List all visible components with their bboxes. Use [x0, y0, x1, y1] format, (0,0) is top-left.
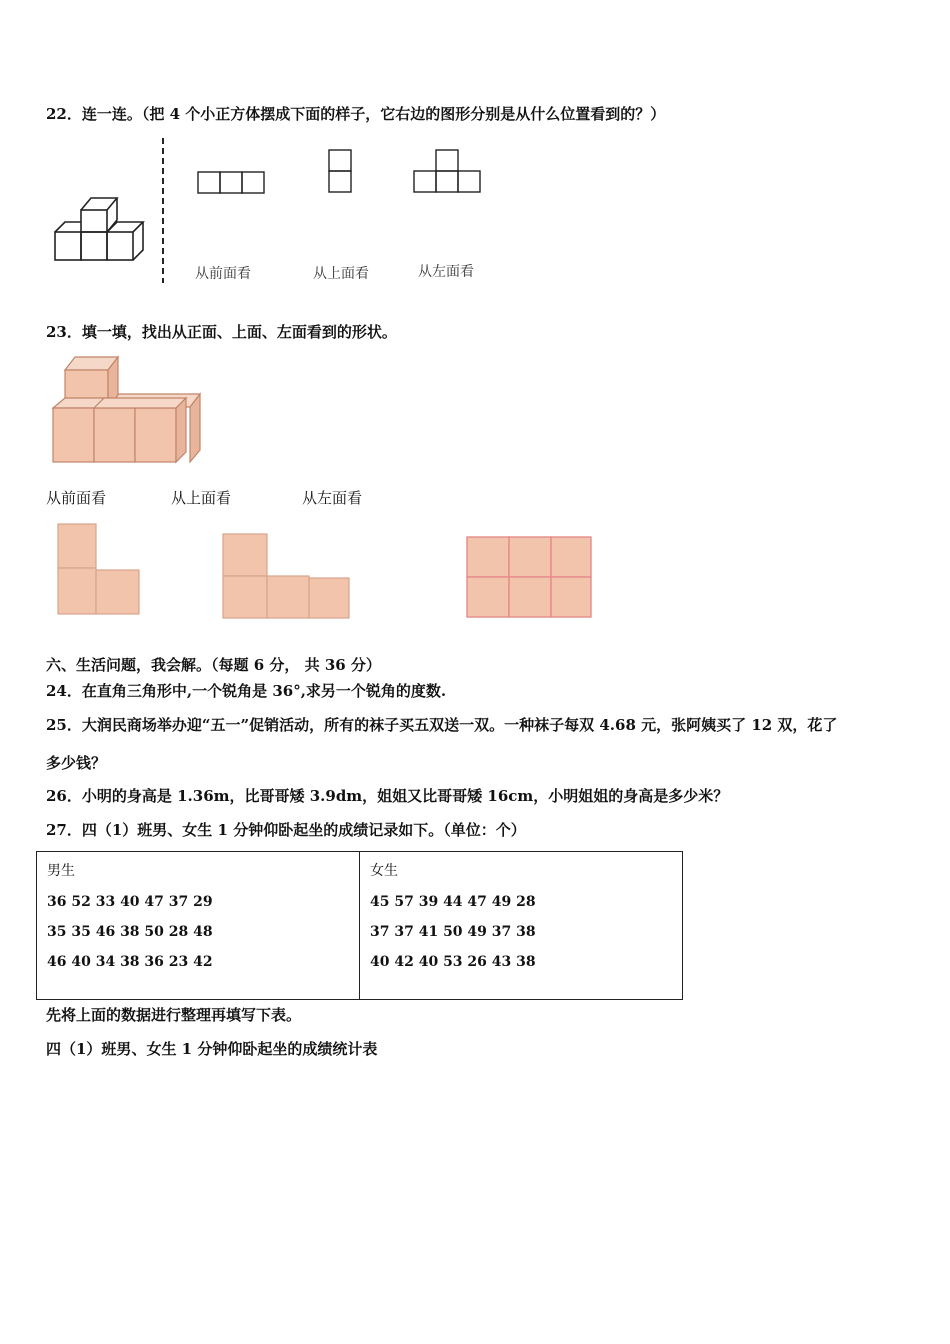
q22-view-t-shape	[413, 149, 483, 195]
q22-view-two-stacked	[328, 149, 354, 195]
q23-view-top-shape	[221, 532, 353, 620]
q25-text-line2: 多少钱？	[46, 754, 107, 772]
boys-column	[37, 852, 360, 1000]
q27-table-title: 四（1）班男、女生 1 分钟仰卧起坐的成绩统计表	[46, 1040, 378, 1058]
q23-view-front-shape	[56, 522, 144, 618]
q26-text: 26．小明的身高是 1.36m，比哥哥矮 3.9dm，姐姐又比哥哥矮 16cm，小明姐姐的身高是多少米？	[46, 787, 729, 805]
q22-caption-front: 从前面看	[195, 266, 251, 282]
boys-row-2: 35 35 46 38 50 28 48	[47, 924, 213, 940]
q22-cube-stack-figure	[50, 190, 150, 265]
q23-view-left-shape	[465, 535, 595, 619]
q23-cube-stack-figure	[50, 352, 205, 467]
boys-row-3: 46 40 34 38 36 23 42	[47, 954, 213, 970]
q23-label-top: 从上面看	[171, 489, 232, 507]
q22-text: 22．连一连。（把 4 个小正方体摆成下面的样子，它右边的图形分别是从什么位置看到的？）	[46, 105, 666, 123]
girls-header: 女生	[370, 863, 398, 879]
girls-column	[360, 852, 683, 1000]
q23-text: 23．填一填，找出从正面、上面、左面看到的形状。	[46, 323, 397, 341]
q23-label-front: 从前面看	[46, 489, 107, 507]
q22-caption-left: 从左面看	[418, 264, 474, 280]
girls-row-1: 45 57 39 44 47 49 28	[370, 894, 536, 910]
q24-text: 24．在直角三角形中,一个锐角是 36°,求另一个锐角的度数.	[46, 682, 447, 700]
q22-view-three-row	[197, 171, 267, 195]
q23-label-left: 从左面看	[302, 489, 363, 507]
boys-row-1: 36 52 33 40 47 37 29	[47, 894, 213, 910]
q27-score-record-table	[36, 851, 683, 1000]
section6-title: 六、生活问题，我会解。（每题 6 分， 共 36 分）	[46, 656, 381, 674]
boys-header: 男生	[47, 863, 75, 879]
q25-text-line1: 25．大润民商场举办迎“五一”促销活动，所有的袜子买五双送一双。一种袜子每双 4.68 元，张阿姨买了 12 双，花了	[46, 716, 838, 734]
q27-text: 27．四（1）班男、女生 1 分钟仰卧起坐的成绩记录如下。（单位：个）	[46, 821, 526, 839]
q22-caption-top: 从上面看	[313, 266, 369, 282]
girls-row-2: 37 37 41 50 49 37 38	[370, 924, 536, 940]
q27-instruction: 先将上面的数据进行整理再填写下表。	[46, 1006, 302, 1024]
girls-row-3: 40 42 40 53 26 43 38	[370, 954, 536, 970]
q22-dashed-divider	[158, 138, 168, 283]
